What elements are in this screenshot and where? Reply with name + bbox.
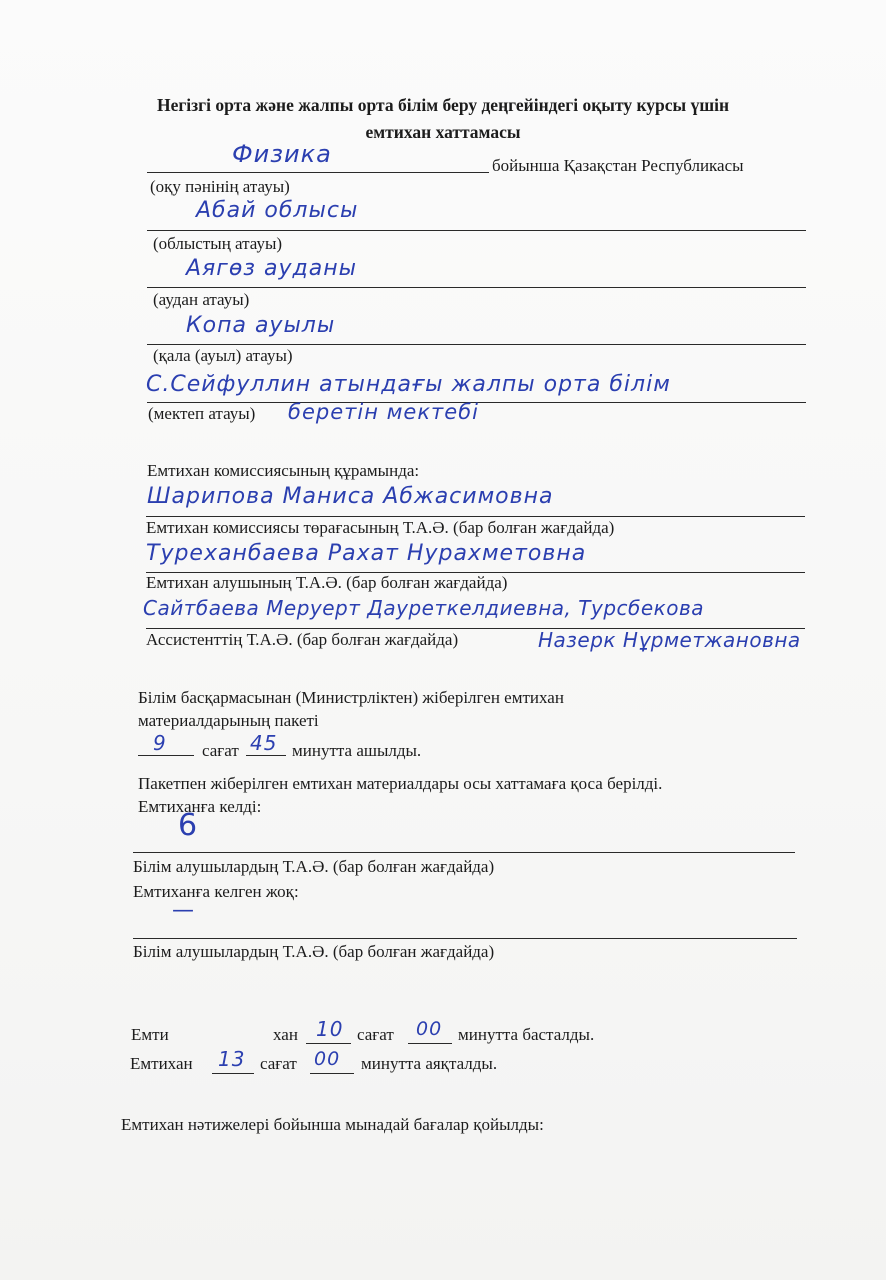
start-prefix-b: хан [273,1025,298,1044]
end-hour-line [212,1073,254,1074]
chair-handwritten: Шарипова Маниса Абжасимовна [147,484,554,509]
start-suffix: минутта басталды. [458,1025,595,1044]
subject-caption: (оқу пәнінің атауы) [150,177,290,196]
school-caption: (мектеп атауы) [148,404,256,423]
end-suffix: минутта аяқталды. [361,1054,498,1073]
assistant-handwritten-line2: Назерк Нұрметжановна [538,628,801,652]
start-minute-line [408,1043,452,1044]
end-minute-line [310,1073,354,1074]
subject-line [147,172,489,173]
start-hour-label: сағат [357,1025,394,1044]
document-title: Негізгі орта және жалпы орта білім беру деңгейіндегі оқыту курсы үшін [156,95,730,115]
package-minute-line [246,755,286,756]
package-minute: 45 [250,731,278,755]
commission-heading: Емтихан комиссиясының құрамында: [147,461,420,480]
examiner-caption: Емтихан алушының Т.А.Ә. (бар болған жағдайда) [146,573,508,592]
chair-line [146,516,805,517]
came-value: 6 [178,808,199,843]
came-caption: Білім алушылардың Т.А.Ә. (бар болған жағдайда) [133,857,495,876]
end-minute: 00 [314,1048,341,1070]
came-line [133,852,795,853]
chair-caption: Емтихан комиссиясы төрағасының Т.А.Ә. (бар болған жағдайда) [146,518,615,537]
subject-suffix: бойынша Қазақстан Республикасы [492,156,744,175]
start-prefix-a: Емти [131,1025,169,1044]
absent-line [133,938,797,939]
subject-handwritten: Физика [232,140,332,168]
village-line [147,344,806,345]
package-minute-label: минутта ашылды. [292,741,422,760]
came-label: Емтиханға келді: [138,797,262,816]
results-heading: Емтихан нәтижелері бойынша мынадай бағалар қойылды: [121,1115,544,1134]
school-handwritten-line1: С.Сейфуллин атындағы жалпы орта білім [146,372,671,397]
district-caption: (аудан атауы) [153,290,250,309]
district-handwritten: Аягөз ауданы [186,256,357,281]
start-hour-line [306,1043,351,1044]
absent-label: Емтиханға келген жоқ: [133,882,299,901]
package-hour: 9 [153,731,167,755]
village-handwritten: Копа ауылы [186,313,336,338]
examiner-handwritten: Туреханбаева Рахат Нурахметовна [146,541,587,566]
end-hour: 13 [218,1047,246,1071]
package-hour-line [138,755,194,756]
school-handwritten-line2: беретін мектебі [288,400,479,424]
village-caption: (қала (ауыл) атауы) [153,346,293,365]
start-minute: 00 [416,1018,443,1040]
region-caption: (облыстың атауы) [153,234,283,253]
absent-caption: Білім алушылардың Т.А.Ә. (бар болған жағдайда) [133,942,495,961]
assistant-handwritten-line1: Сайтбаева Меруерт Дауреткелдиевна, Турсбекова [143,596,705,620]
assistant-caption: Ассистенттің Т.А.Ә. (бар болған жағдайда) [146,630,459,649]
end-hour-label: сағат [260,1054,297,1073]
end-prefix: Емтихан [130,1054,193,1073]
start-hour: 10 [316,1017,344,1041]
region-handwritten: Абай облысы [196,198,359,223]
absent-value: — [172,898,195,923]
package-attached: Пакетпен жіберілген емтихан материалдары осы хаттамаға қоса берілді. [138,774,663,793]
package-hour-label: сағат [202,741,239,760]
document-subtitle: емтихан хаттамасы [365,122,521,142]
district-line [147,287,806,288]
package-line2: материалдарының пакеті [138,711,319,730]
package-line1: Білім басқармасынан (Министрліктен) жіберілген емтихан [138,688,564,707]
region-line [147,230,806,231]
